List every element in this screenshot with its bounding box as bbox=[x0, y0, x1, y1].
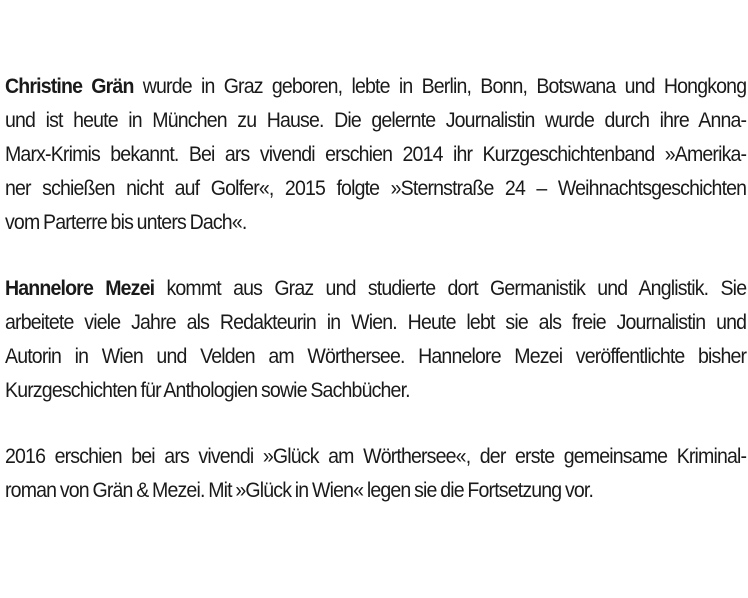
text-line: roman von Grän & Mezei. Mit »Glück in Wien« legen sie die Fortsetzung vor. bbox=[5, 479, 594, 502]
text-line: Kurzgeschichten für Anthologien sowie Sachbücher. bbox=[5, 379, 410, 402]
paragraph-spacer bbox=[5, 240, 746, 272]
text-line bbox=[5, 70, 746, 104]
text-line: 2016 erschien bei ars vivendi »Glück am Wörthersee«, der erste gemeinsame Kriminal- bbox=[5, 445, 747, 468]
text-line: Autorin in Wien und Velden am Wörthersee. Hannelore Mezei veröffentlichte bisher bbox=[5, 345, 747, 368]
text-line: ner schießen nicht auf Golfer«, 2015 folgte »Sternstraße 24 – Weihnachtsgeschichten bbox=[5, 177, 747, 200]
author-name-christine-graen: Christine Grän bbox=[5, 75, 134, 98]
text-line: Marx-Krimis bekannt. Bei ars vivendi erschien 2014 ihr Kurzgeschichtenband »Amerika- bbox=[5, 143, 747, 166]
text-line-fragment: kommt aus Graz und studierte dort Germanistik und Anglistik. Sie bbox=[154, 277, 747, 300]
text-line-fragment: wurde in Graz geboren, lebte in Berlin, Bonn, Botswana und Hongkong bbox=[133, 75, 747, 98]
joint-publication-note bbox=[5, 440, 746, 508]
bio-christine-graen bbox=[5, 70, 746, 240]
author-bio-page bbox=[5, 70, 746, 508]
text-line: arbeitete viele Jahre als Redakteurin in Wien. Heute lebt sie als freie Journalistin und bbox=[5, 311, 747, 334]
author-name-hannelore-mezei: Hannelore Mezei bbox=[5, 277, 155, 300]
text-line: vom Parterre bis unters Dach«. bbox=[5, 211, 247, 234]
paragraph-spacer bbox=[5, 408, 746, 440]
bio-hannelore-mezei bbox=[5, 272, 746, 408]
text-line: und ist heute in München zu Hause. Die gelernte Journalistin wurde durch ihre Anna- bbox=[5, 109, 747, 132]
text-line bbox=[5, 272, 746, 306]
